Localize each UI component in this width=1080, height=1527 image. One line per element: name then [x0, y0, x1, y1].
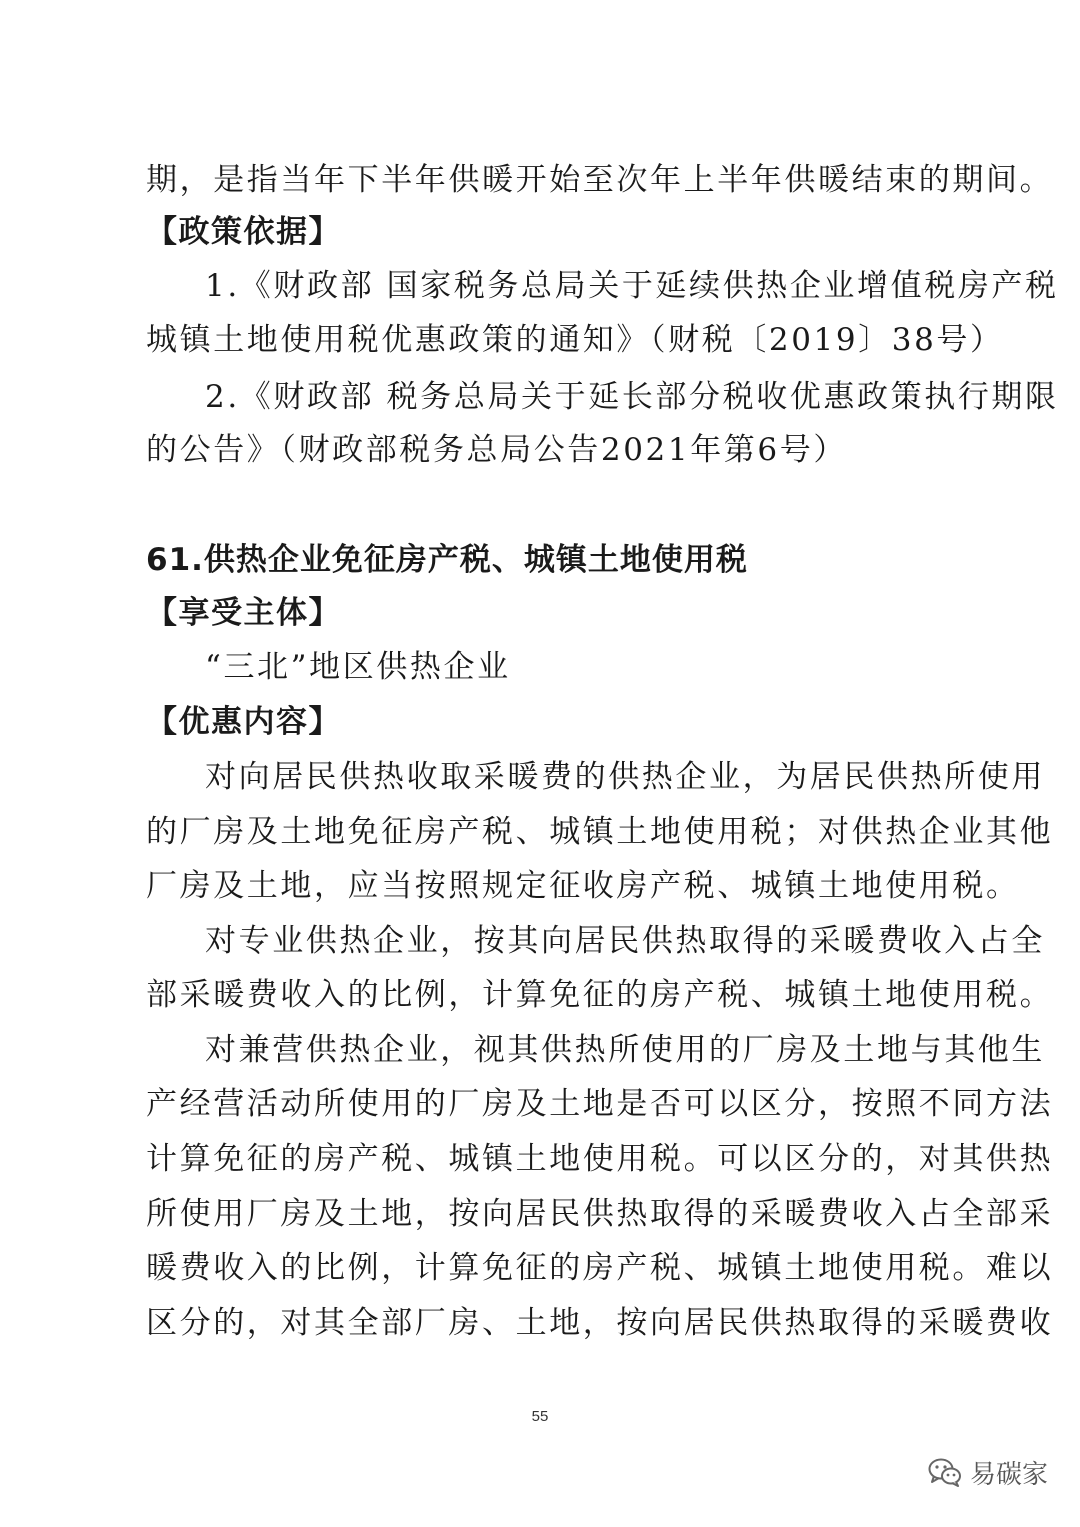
body-line: 的厂房及土地免征房产税、城镇土地使用税；对供热企业其他	[146, 814, 1054, 850]
section-heading-beneficiary: 【享受主体】	[146, 595, 341, 631]
body-line: 城镇土地使用税优惠政策的通知》（财税〔2019〕38号）	[146, 322, 1004, 358]
body-line: 1.《财政部 国家税务总局关于延续供热企业增值税房产税	[205, 268, 1059, 304]
section-heading-preferential-content: 【优惠内容】	[146, 704, 341, 740]
watermark	[928, 1450, 1048, 1494]
body-line: 厂房及土地，应当按照规定征收房产税、城镇土地使用税。	[146, 868, 1020, 904]
body-line: 部采暖费收入的比例，计算免征的房产税、城镇土地使用税。	[146, 977, 1054, 1013]
body-line: 期，是指当年下半年供暖开始至次年上半年供暖结束的期间。	[146, 162, 1054, 198]
body-line: “三北”地区供热企业	[205, 649, 511, 685]
body-line: 对专业供热企业，按其向居民供热取得的采暖费收入占全	[205, 923, 1045, 959]
body-line: 所使用厂房及土地，按向居民供热取得的采暖费收入占全部采	[146, 1196, 1054, 1232]
body-line: 产经营活动所使用的厂房及土地是否可以区分，按照不同方法	[146, 1086, 1054, 1122]
page-number: 55	[531, 1408, 549, 1425]
watermark-text: 易碳家	[970, 1459, 1049, 1490]
body-line: 对兼营供热企业，视其供热所使用的厂房及土地与其他生	[205, 1032, 1045, 1068]
body-line: 的公告》（财政部税务总局公告2021年第6号）	[146, 432, 847, 468]
item-title: 61.供热企业免征房产税、城镇土地使用税	[146, 542, 748, 578]
body-line: 计算免征的房产税、城镇土地使用税。可以区分的，对其供热	[146, 1141, 1054, 1177]
body-line: 2.《财政部 税务总局关于延长部分税收优惠政策执行期限	[205, 379, 1059, 415]
wechat-icon	[928, 1457, 962, 1487]
body-line: 暖费收入的比例，计算免征的房产税、城镇土地使用税。难以	[146, 1250, 1054, 1286]
body-line: 对向居民供热收取采暖费的供热企业，为居民供热所使用	[205, 759, 1045, 795]
body-line: 区分的，对其全部厂房、土地，按向居民供热取得的采暖费收	[146, 1305, 1054, 1341]
section-heading-policy-basis: 【政策依据】	[146, 214, 341, 250]
